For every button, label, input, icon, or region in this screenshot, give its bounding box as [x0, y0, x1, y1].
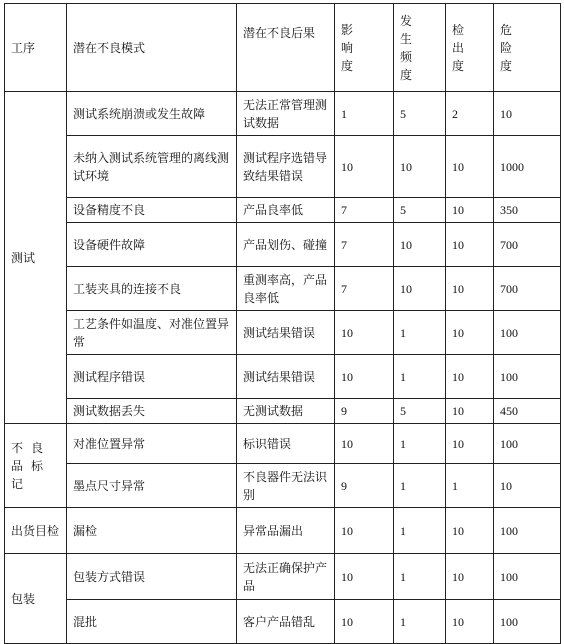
header-process: 工序	[5, 4, 67, 92]
header-detection: 检出度	[446, 4, 494, 92]
table-row	[5, 399, 561, 424]
table-row	[5, 223, 561, 267]
risk-cell: 450	[494, 399, 561, 424]
header-consequence: 潜在不良后果	[237, 4, 335, 92]
table-row	[5, 508, 561, 554]
failure-mode-cell: 工艺条件如温度、对准位置异常	[67, 311, 237, 355]
risk-cell: 100	[494, 355, 561, 399]
consequence-cell: 无法正常管理测试数据	[237, 92, 335, 136]
detection-cell: 10	[446, 136, 494, 198]
failure-mode-cell: 未纳入测试系统管理的离线测试环境	[67, 136, 237, 198]
detection-cell: 10	[446, 223, 494, 267]
detection-cell: 10	[446, 508, 494, 554]
severity-cell: 10	[335, 424, 394, 464]
risk-cell: 10	[494, 92, 561, 136]
header-occurrence: 发生频度	[394, 4, 446, 92]
consequence-cell: 异常品漏出	[237, 508, 335, 554]
risk-cell: 700	[494, 267, 561, 311]
consequence-cell: 测试结果错误	[237, 311, 335, 355]
table-row	[5, 311, 561, 355]
occurrence-cell: 10	[394, 223, 446, 267]
detection-cell: 1	[446, 464, 494, 508]
risk-cell: 350	[494, 198, 561, 223]
detection-cell: 10	[446, 554, 494, 600]
occurrence-cell: 1	[394, 311, 446, 355]
risk-cell: 100	[494, 600, 561, 644]
consequence-cell: 测试结果错误	[237, 355, 335, 399]
severity-cell: 7	[335, 267, 394, 311]
failure-mode-cell: 测试程序错误	[67, 355, 237, 399]
occurrence-cell: 5	[394, 198, 446, 223]
failure-mode-cell: 测试数据丢失	[67, 399, 237, 424]
risk-cell: 10	[494, 464, 561, 508]
failure-mode-cell: 包装方式错误	[67, 554, 237, 600]
occurrence-cell: 1	[394, 424, 446, 464]
occurrence-cell: 1	[394, 600, 446, 644]
occurrence-cell: 10	[394, 267, 446, 311]
table-row	[5, 267, 561, 311]
table-row	[5, 464, 561, 508]
failure-mode-cell: 漏检	[67, 508, 237, 554]
occurrence-cell: 10	[394, 136, 446, 198]
severity-cell: 10	[335, 600, 394, 644]
consequence-cell: 无法正确保护产品	[237, 554, 335, 600]
table-row	[5, 198, 561, 223]
detection-cell: 2	[446, 92, 494, 136]
occurrence-cell: 1	[394, 508, 446, 554]
failure-mode-cell: 墨点尺寸异常	[67, 464, 237, 508]
severity-cell: 10	[335, 355, 394, 399]
severity-cell: 10	[335, 311, 394, 355]
severity-cell: 1	[335, 92, 394, 136]
failure-mode-cell: 对准位置异常	[67, 424, 237, 464]
consequence-cell: 测试程序选错导致结果错误	[237, 136, 335, 198]
consequence-cell: 客户产品错乱	[237, 600, 335, 644]
consequence-cell: 产品划伤、碰撞	[237, 223, 335, 267]
severity-cell: 10	[335, 136, 394, 198]
failure-mode-cell: 设备硬件故障	[67, 223, 237, 267]
severity-cell: 7	[335, 198, 394, 223]
table-row	[5, 136, 561, 198]
severity-cell: 7	[335, 223, 394, 267]
table-row	[5, 92, 561, 136]
header-row	[5, 4, 561, 92]
table-row	[5, 554, 561, 600]
detection-cell: 10	[446, 198, 494, 223]
risk-cell: 700	[494, 223, 561, 267]
detection-cell: 10	[446, 311, 494, 355]
detection-cell: 10	[446, 600, 494, 644]
occurrence-cell: 5	[394, 92, 446, 136]
severity-cell: 9	[335, 464, 394, 508]
header-failure-mode: 潜在不良模式	[67, 4, 237, 92]
table-row	[5, 600, 561, 644]
failure-mode-cell: 混批	[67, 600, 237, 644]
failure-mode-cell: 测试系统崩溃或发生故障	[67, 92, 237, 136]
failure-mode-cell: 设备精度不良	[67, 198, 237, 223]
header-severity: 影响度	[335, 4, 394, 92]
process-cell: 包装	[5, 554, 67, 644]
risk-cell: 1000	[494, 136, 561, 198]
occurrence-cell: 1	[394, 464, 446, 508]
risk-cell: 100	[494, 554, 561, 600]
occurrence-cell: 1	[394, 554, 446, 600]
table-row	[5, 355, 561, 399]
detection-cell: 10	[446, 424, 494, 464]
severity-cell: 10	[335, 508, 394, 554]
process-cell: 不良品标记	[5, 424, 67, 508]
fmea-table	[4, 3, 561, 644]
process-cell: 出货目检	[5, 508, 67, 554]
consequence-cell: 产品良率低	[237, 198, 335, 223]
process-cell: 测试	[5, 92, 67, 424]
consequence-cell: 标识错误	[237, 424, 335, 464]
header-risk: 危险度	[494, 4, 561, 92]
occurrence-cell: 5	[394, 399, 446, 424]
consequence-cell: 无测试数据	[237, 399, 335, 424]
failure-mode-cell: 工装夹具的连接不良	[67, 267, 237, 311]
risk-cell: 100	[494, 424, 561, 464]
consequence-cell: 不良器件无法识别	[237, 464, 335, 508]
detection-cell: 10	[446, 267, 494, 311]
severity-cell: 9	[335, 399, 394, 424]
risk-cell: 100	[494, 311, 561, 355]
detection-cell: 10	[446, 355, 494, 399]
table-row	[5, 424, 561, 464]
fmea-table-container	[4, 3, 561, 644]
consequence-cell: 重测率高，产品良率低	[237, 267, 335, 311]
detection-cell: 10	[446, 399, 494, 424]
severity-cell: 10	[335, 554, 394, 600]
risk-cell: 100	[494, 508, 561, 554]
occurrence-cell: 1	[394, 355, 446, 399]
